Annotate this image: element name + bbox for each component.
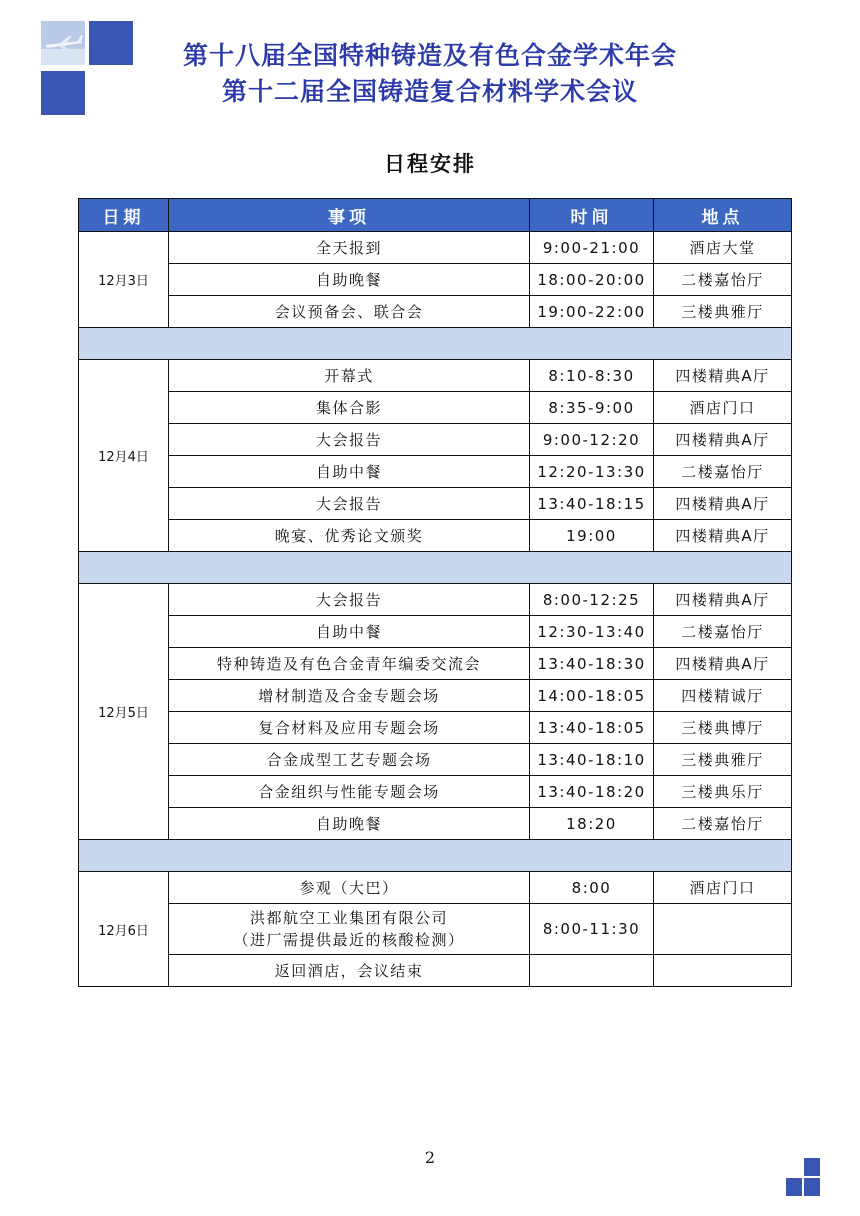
place-cell: 酒店大堂	[654, 232, 792, 264]
item-cell: 返回酒店，会议结束	[169, 955, 530, 987]
table-row	[79, 712, 792, 744]
place-cell: 四楼精典A厅	[654, 488, 792, 520]
schedule-table	[78, 198, 792, 987]
time-cell: 8:35-9:00	[530, 392, 654, 424]
place-cell: 二楼嘉怡厅	[654, 808, 792, 840]
place-cell: 四楼精诚厅	[654, 680, 792, 712]
separator-cell	[79, 840, 792, 872]
page-number: 2	[424, 1148, 436, 1167]
table-row	[79, 744, 792, 776]
place-cell: 二楼嘉怡厅	[654, 616, 792, 648]
time-cell: 8:10-8:30	[530, 360, 654, 392]
table-row	[79, 296, 792, 328]
item-cell: 参观（大巴）	[169, 872, 530, 904]
table-row	[79, 955, 792, 987]
schedule-heading: 日程安排	[384, 151, 476, 176]
item-cell: 增材制造及合金专题会场	[169, 680, 530, 712]
date-cell: 12月6日	[79, 872, 169, 987]
title-line-1: 第十八届全国特种铸造及有色合金学术年会	[182, 41, 677, 70]
place-cell: 四楼精典A厅	[654, 424, 792, 456]
place-cell: 四楼精典A厅	[654, 584, 792, 616]
time-cell: 19:00-22:00	[530, 296, 654, 328]
place-cell	[654, 904, 792, 955]
place-cell: 三楼典雅厅	[654, 744, 792, 776]
item-cell: 全天报到	[169, 232, 530, 264]
table-row	[79, 392, 792, 424]
item-cell: 大会报告	[169, 424, 530, 456]
time-cell: 9:00-12:20	[530, 424, 654, 456]
time-cell: 18:20	[530, 808, 654, 840]
time-cell	[530, 955, 654, 987]
place-cell: 四楼精典A厅	[654, 648, 792, 680]
corner-square	[786, 1178, 802, 1196]
time-cell: 13:40-18:30	[530, 648, 654, 680]
time-cell: 12:20-13:30	[530, 456, 654, 488]
title-line-2: 第十二届全国铸造复合材料学术会议	[221, 77, 638, 106]
place-cell: 四楼精典A厅	[654, 520, 792, 552]
item-cell: 晚宴、优秀论文颁奖	[169, 520, 530, 552]
airplane-image	[41, 21, 85, 65]
place-cell: 酒店门口	[654, 392, 792, 424]
table-header-row	[79, 199, 792, 232]
corner-decoration	[786, 1158, 820, 1196]
header-item: 事项	[169, 199, 530, 232]
table-row	[79, 776, 792, 808]
day-separator-row	[79, 328, 792, 360]
time-cell: 13:40-18:10	[530, 744, 654, 776]
logo-square	[41, 71, 85, 115]
table-row	[79, 520, 792, 552]
day-separator-row	[79, 840, 792, 872]
place-cell: 三楼典雅厅	[654, 296, 792, 328]
table-row	[79, 264, 792, 296]
time-cell: 13:40-18:15	[530, 488, 654, 520]
table-row	[79, 680, 792, 712]
place-cell: 酒店门口	[654, 872, 792, 904]
table-row	[79, 616, 792, 648]
corner-square	[804, 1178, 820, 1196]
separator-cell	[79, 552, 792, 584]
item-cell: 开幕式	[169, 360, 530, 392]
item-cell: 会议预备会、联合会	[169, 296, 530, 328]
place-cell: 二楼嘉怡厅	[654, 264, 792, 296]
header-date: 日期	[79, 199, 169, 232]
conference-logo	[41, 21, 133, 115]
table-row	[79, 872, 792, 904]
time-cell: 8:00	[530, 872, 654, 904]
time-cell: 12:30-13:40	[530, 616, 654, 648]
time-cell: 13:40-18:20	[530, 776, 654, 808]
table-row	[79, 584, 792, 616]
item-cell: 复合材料及应用专题会场	[169, 712, 530, 744]
table-row	[79, 648, 792, 680]
item-cell: 大会报告	[169, 584, 530, 616]
place-cell	[654, 955, 792, 987]
item-cell	[169, 904, 530, 955]
item-cell: 大会报告	[169, 488, 530, 520]
item-cell: 自助中餐	[169, 456, 530, 488]
item-cell: 自助中餐	[169, 616, 530, 648]
place-cell: 二楼嘉怡厅	[654, 456, 792, 488]
item-line-2: （进厂需提供最近的核酸检测）	[233, 931, 465, 949]
date-cell: 12月5日	[79, 584, 169, 840]
time-cell: 19:00	[530, 520, 654, 552]
table-row	[79, 808, 792, 840]
separator-cell	[79, 328, 792, 360]
place-cell: 四楼精典A厅	[654, 360, 792, 392]
item-line-1: 洪都航空工业集团有限公司	[249, 909, 448, 927]
table-row	[79, 424, 792, 456]
time-cell: 18:00-20:00	[530, 264, 654, 296]
place-cell: 三楼典博厅	[654, 712, 792, 744]
conference-title	[150, 38, 710, 110]
item-cell: 合金成型工艺专题会场	[169, 744, 530, 776]
table-row	[79, 232, 792, 264]
header-place: 地点	[654, 199, 792, 232]
table-row	[79, 488, 792, 520]
table-row	[79, 360, 792, 392]
time-cell: 8:00-11:30	[530, 904, 654, 955]
header-time: 时间	[530, 199, 654, 232]
item-cell: 集体合影	[169, 392, 530, 424]
item-cell: 特种铸造及有色合金青年编委交流会	[169, 648, 530, 680]
time-cell: 8:00-12:25	[530, 584, 654, 616]
item-cell: 合金组织与性能专题会场	[169, 776, 530, 808]
item-cell: 自助晚餐	[169, 808, 530, 840]
logo-square	[89, 21, 133, 65]
item-cell: 自助晚餐	[169, 264, 530, 296]
time-cell: 13:40-18:05	[530, 712, 654, 744]
time-cell: 14:00-18:05	[530, 680, 654, 712]
corner-square	[804, 1158, 820, 1176]
place-cell: 三楼典乐厅	[654, 776, 792, 808]
day-separator-row	[79, 552, 792, 584]
table-row	[79, 456, 792, 488]
date-cell: 12月3日	[79, 232, 169, 328]
time-cell: 9:00-21:00	[530, 232, 654, 264]
table-row	[79, 904, 792, 955]
date-cell: 12月4日	[79, 360, 169, 552]
